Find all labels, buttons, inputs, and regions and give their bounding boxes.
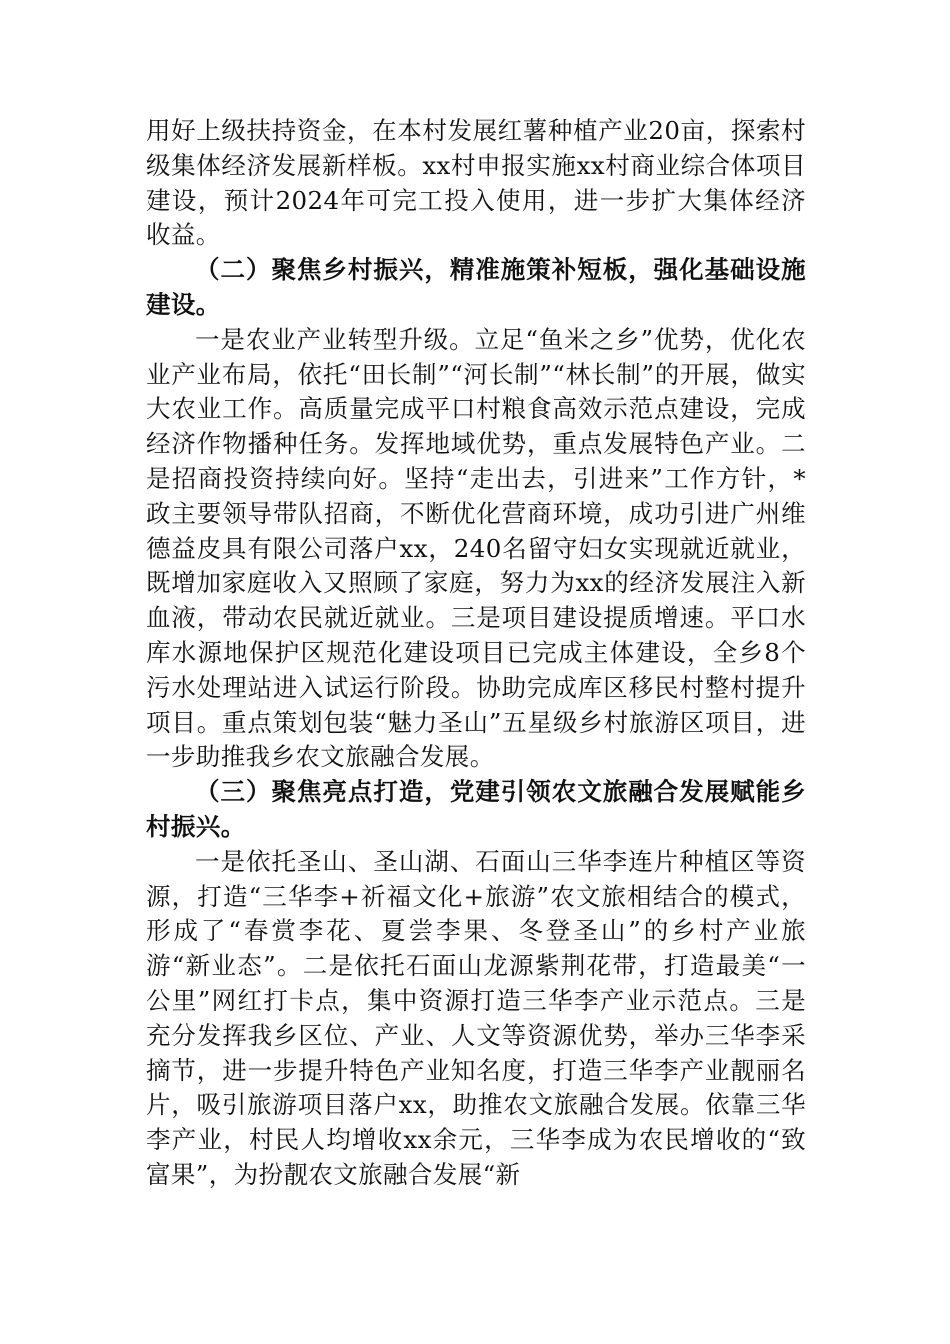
section-heading-2: （二）聚焦乡村振兴，精准施策补短板，强化基础设施建设。 [146, 255, 806, 319]
paragraph-infrastructure: 一是农业产业转型升级。立足“鱼米之乡”优势，优化农业产业布局，依托“田长制”“河长制”“林长制”的开展，做实大农业工作。高质量完成平口村粮食高效示范点建设，完成经济作物播种任务。发挥地域优势，重点发展特色产业。二是招商投资持续向好。坚持“走出去，引进来”工作方针，*政主要领导带队招商，不断优化营商环境，成功引进广州维德益皮具有限公司落户xx，240名留守妇女实现就近就业，既增加家庭收入又照顾了家庭，努力为xx的经济发展注入新血液，带动农民就近就业。三是项目建设提质增速。平口水库水源地保护区规范化建设项目已完成主体建设，全乡8个污水处理站进入试运行阶段。协助完成库区移民村整村提升项目。重点策划包装“魅力圣山”五星级乡村旅游区项目，进一步助推我乡农文旅融合发展。 [146, 324, 806, 772]
paragraph-agritourism: 一是依托圣山、圣山湖、石面山三华李连片种植区等资源，打造“三华李+祈福文化+旅游”农文旅相结合的模式，形成了“春赏李花、夏尝李果、冬登圣山”的乡村产业旅游“新业态”。二是依托石面山龙源紫荆花带，打造最美“一公里”网红打卡点，集中资源打造三华李产业示范点。三是充分发挥我乡区位、产业、人文等资源优势，举办三华李采摘节，进一步提升特色产业知名度，打造三华李产业靓丽名片，吸引旅游项目落户xx，助推农文旅融合发展。依靠三华李产业，村民人均增收xx余元，三华李成为农民增收的“致富果”，为扮靓农文旅融合发展“新 [146, 846, 806, 1189]
document-body [146, 114, 806, 1193]
section-heading-3: （三）聚焦亮点打造，党建引领农文旅融合发展赋能乡村振兴。 [146, 777, 806, 841]
paragraph-collective-economy: 用好上级扶持资金，在本村发展红薯种植产业20亩，探索村级集体经济发展新样板。xx村申报实施xx村商业综合体项目建设，预计2024年可完工投入使用，进一步扩大集体经济收益。 [146, 116, 806, 250]
